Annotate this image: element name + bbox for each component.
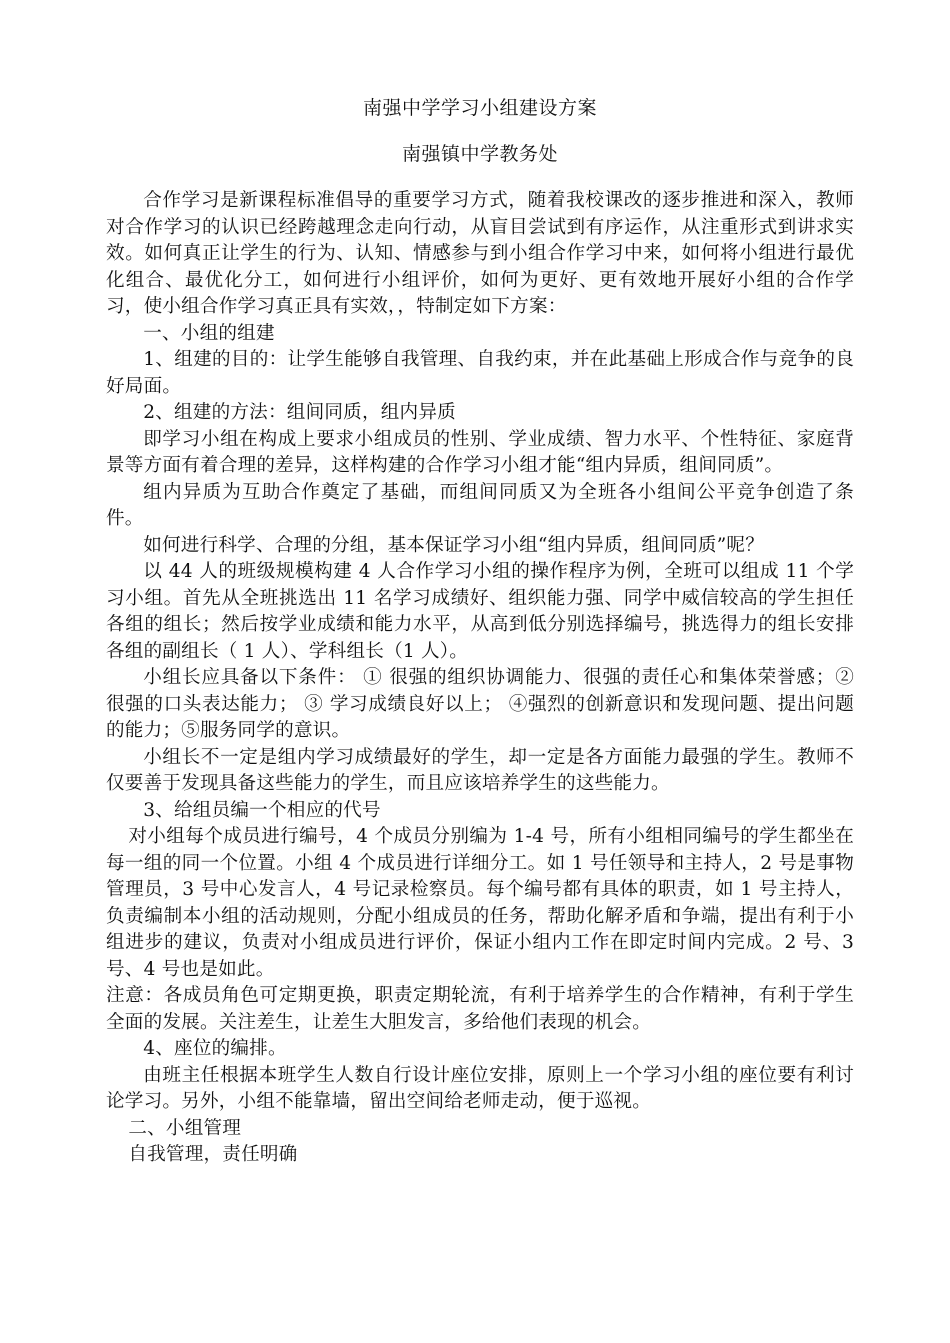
paragraph-seating: 由班主任根据本班学生人数自行设计座位安排，原则上一个学习小组的座位要有利讨论学习。另外，小组不能靠墙，留出空间给老师走动，便于巡视。 [106,1064,854,1112]
section-heading-1: 一、小组的组建 [143,322,275,344]
section-heading-2: 二、小组管理 [128,1117,242,1139]
paragraph-self-management: 自我管理，责任明确 [128,1144,298,1165]
paragraph-method-detail: 即学习小组在构成上要求小组成员的性别、学业成绩、智力水平、个性特征、家庭背景等方面有着合理的差异，这样构建的合作学习小组才能“组内异质，组间同质”。 [106,428,854,476]
paragraph-heterogeneity: 组内异质为互助合作奠定了基础，而组间同质又为全班各小组间公平竞争创造了条件。 [106,481,854,529]
paragraph-intro: 合作学习是新课程标准倡导的重要学习方式，随着我校课改的逐步推进和深入，教师对合作学习的认识已经跨越理念走向行动，从盲目尝试到有序运作，从注重形式到讲求实效。如何真正让学生的行为、认知、情感参与到小组合作学习中来，如何将小组进行最优化组合、最优化分工，如何进行小组评价，如何为更好、更有效地开展好小组的合作学习，使小组合作学习真正具有实效，，特制定如下方案： [106,190,854,317]
document-subtitle: 南强镇中学教务处 [401,143,558,165]
paragraph-attention: 注意：各成员角色可定期更换，职责定期轮流，有利于培养学生的合作精神，有利于学生全面的发展。关注差生，让差生大胆发言，多给他们表现的机会。 [106,985,854,1033]
paragraph-question: 如何进行科学、合理的分组，基本保证学习小组“组内异质，组间同质”呢？ [143,534,765,556]
paragraph-example: 以 44 人的班级规模构建 4 人合作学习小组的操作程序为例，全班可以组成 11 个学习小组。首先从全班挑选出 11 名学习成绩好、组织能力强、同学中威信较高的学生担任各组的组长；然后按学业成绩和能力水平，从高到低分别选择编号，挑选得力的组长安排各组的副组长（ 1 人）、学科组长（1 人）。 [106,561,854,662]
paragraph-code-heading: 3、给组员编一个相应的代号 [143,799,381,821]
paragraph-purpose: 1、组建的目的：让学生能够自我管理、自我约束，并在此基础上形成合作与竞争的良好局面。 [106,349,854,397]
paragraph-leader-note: 小组长不一定是组内学习成绩最好的学生，却一定是各方面能力最强的学生。教师不仅要善于发现具备这些能力的学生，而且应该培养学生的这些能力。 [106,746,854,794]
paragraph-numbering: 对小组每个成员进行编号，4 个成员分别编为 1-4 号，所有小组相同编号的学生都坐在每一组的同一个位置。小组 4 个成员进行详细分工。如 1 号任领导和主持人，2 号是事物管理员，3 号中心发言人，4 号记录检察员。每个编号都有具体的职责，如 1 号主持人，负责编制本小组的活动规则，分配小组成员的任务，帮助化解矛盾和争端，提出有利于小组进步的建议，负责对小组成员进行评价，保证小组内工作在即定时间内完成。2 号、3 号、4 号也是如此。 [106,826,854,980]
document-title: 南强中学学习小组建设方案 [362,97,597,119]
document-page [106,96,854,1169]
paragraph-seating-heading: 4、座位的编排。 [143,1038,287,1059]
paragraph-leader-conditions: 小组长应具备以下条件： ① 很强的组织协调能力、很强的责任心和集体荣誉感；② 很强的口头表达能力； ③ 学习成绩良好以上； ④强烈的创新意识和发现问题、提出问题的能力；⑤服务同学的意识。 [106,667,854,741]
paragraph-method-heading: 2、组建的方法：组间同质，组内异质 [143,402,456,423]
document-body [106,188,854,1169]
